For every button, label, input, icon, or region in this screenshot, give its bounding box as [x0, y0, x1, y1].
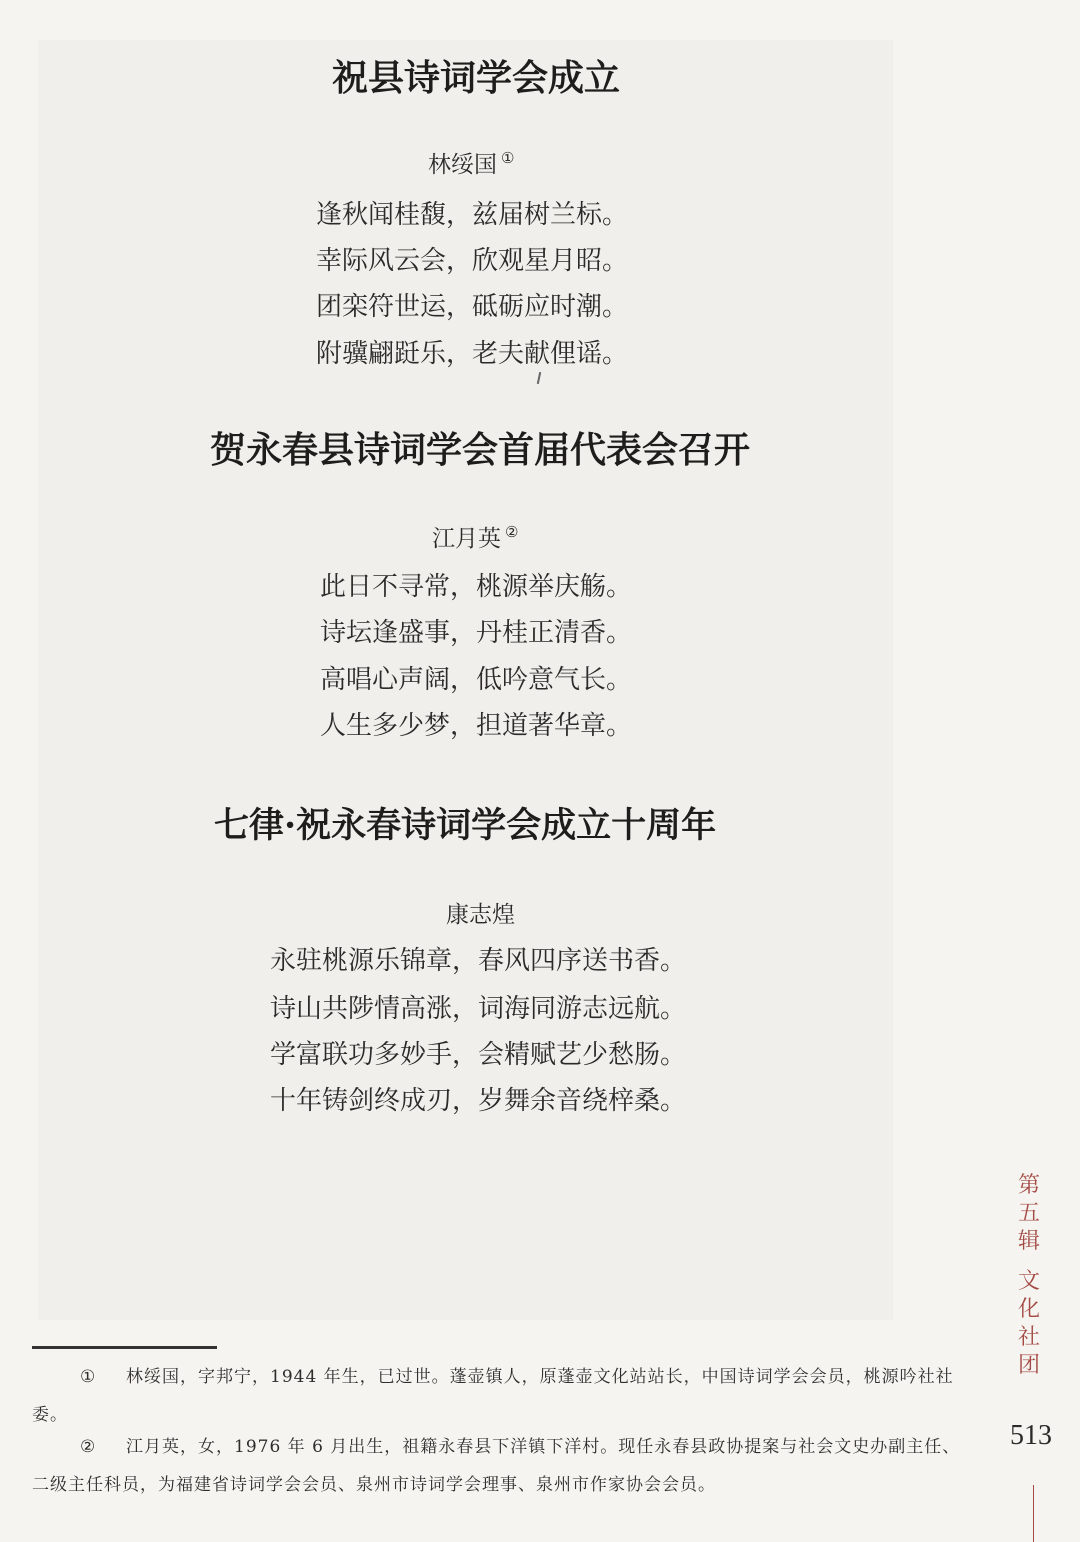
author-name: 江月英 — [432, 526, 501, 552]
side-char: 五 — [1017, 1201, 1040, 1226]
poem-title: 贺永春县诗词学会首届代表会召开 — [210, 429, 751, 471]
side-char: 辑 — [1017, 1229, 1040, 1254]
verse-line: 永驻桃源乐锦章，春风四序送书香。 — [270, 946, 687, 976]
footnote-text: 林绥国，字邦宁，1944 年生，已过世。蓬壶镇人，原蓬壶文化站站长，中国诗词学会会员，桃源吟社社委。 — [32, 1367, 954, 1425]
footnote-text: 江月英，女，1976 年 6 月出生，祖籍永春县下洋镇下洋村。现任永春县政协提案与社会文史办副主任、二级主任科员，为福建省诗词学会会员、泉州市诗词学会理事、泉州市作家协会会员。 — [32, 1437, 961, 1495]
verse-line: 团栾符世运，砥砺应时潮。 — [316, 292, 629, 322]
footnote — [32, 1358, 962, 1434]
footnote-mark: ① — [80, 1367, 97, 1387]
author-name: 康志煌 — [446, 902, 515, 928]
page-number: 513 — [1010, 1420, 1052, 1451]
author-name: 林绥国 — [428, 152, 497, 178]
section-side-label — [1015, 1172, 1043, 1380]
side-char: 第 — [1017, 1173, 1040, 1198]
verse-line: 人生多少梦，担道著华章。 — [320, 711, 633, 741]
poem-title: 祝县诗词学会成立 — [332, 57, 621, 99]
footnote-mark: ② — [80, 1437, 97, 1457]
footnote-ref[interactable]: ② — [505, 523, 519, 542]
verse-line: 诗山共陟情高涨，词海同游志远航。 — [270, 994, 687, 1024]
poem-author — [446, 896, 515, 929]
edge-rule — [1033, 1485, 1034, 1542]
verse-line: 逢秋闻桂馥，兹届树兰标。 — [316, 200, 629, 230]
side-char: 化 — [1017, 1297, 1040, 1322]
poem-title: 七律·祝永春诗词学会成立十周年 — [214, 805, 717, 846]
side-char: 团 — [1017, 1353, 1040, 1378]
verse-line: 幸际风云会，欣观星月昭。 — [316, 246, 629, 276]
verse-line: 附骥翩跹乐，老夫献俚谣。 — [316, 339, 629, 369]
verse-line: 学富联功多妙手，会精赋艺少愁肠。 — [270, 1040, 687, 1070]
side-char: 文 — [1017, 1269, 1040, 1294]
footnote — [32, 1428, 962, 1504]
verse-line: 十年铸剑终成刃，岁舞余音绕梓桑。 — [270, 1086, 687, 1116]
footnote-ref[interactable]: ① — [501, 149, 515, 168]
side-char: 社 — [1017, 1325, 1040, 1350]
footnote-divider — [32, 1346, 217, 1349]
poem-author — [432, 520, 518, 553]
poem-author — [428, 146, 514, 179]
verse-line: 此日不寻常，桃源举庆觞。 — [320, 572, 633, 602]
verse-line: 高唱心声阔，低吟意气长。 — [320, 665, 633, 695]
verse-line: 诗坛逢盛事，丹桂正清香。 — [320, 618, 633, 648]
